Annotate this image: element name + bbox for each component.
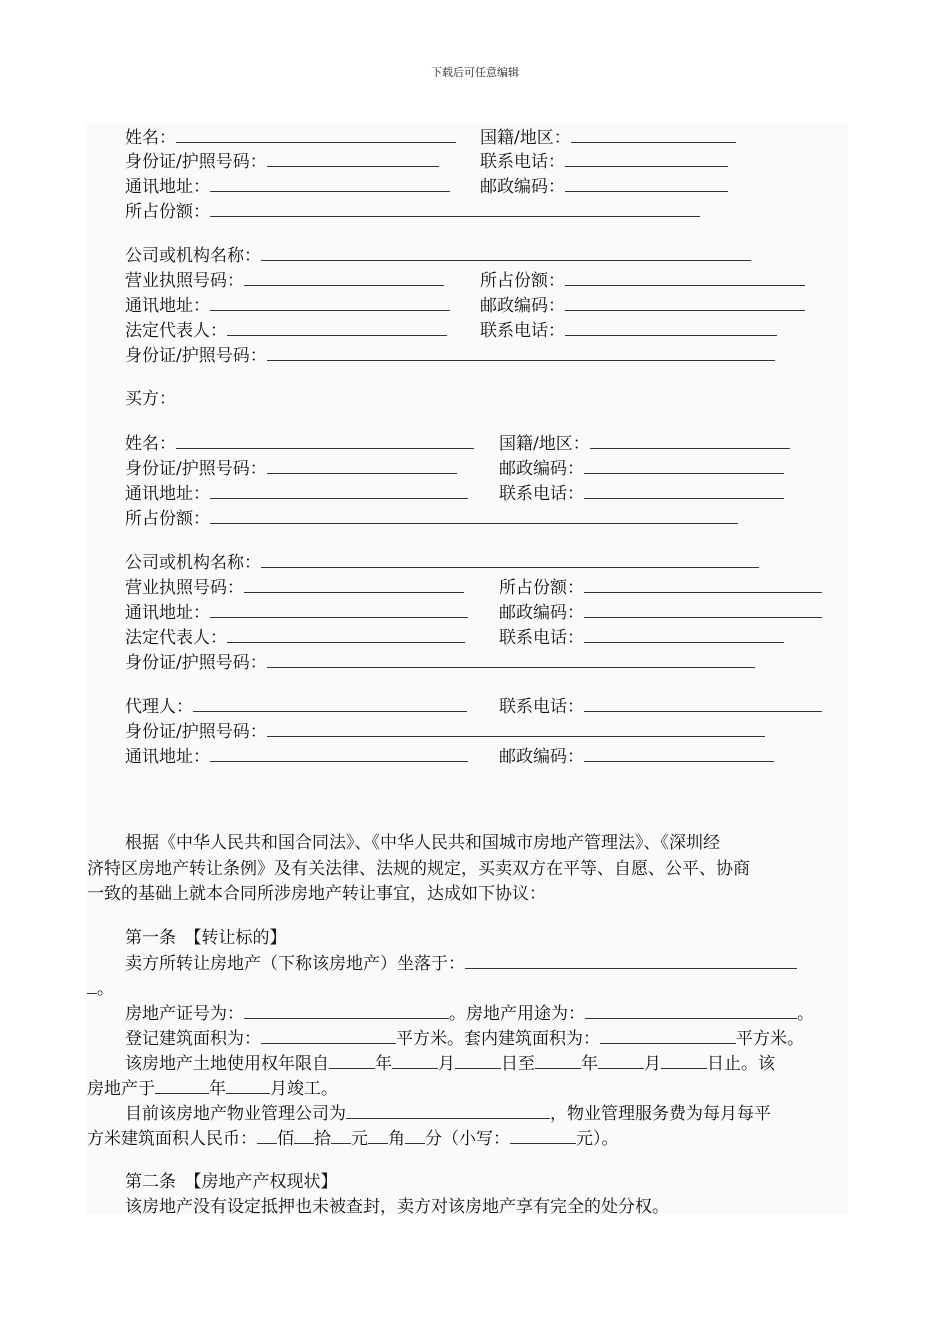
field-label: 身份证/护照号码：	[125, 152, 267, 172]
blank-line	[368, 1126, 388, 1144]
field-label: 代理人：	[125, 697, 193, 717]
text: 元	[351, 1129, 368, 1149]
blank-line	[244, 1001, 449, 1019]
blank-line	[565, 293, 805, 311]
field-label: 身份证/护照号码：	[125, 653, 267, 673]
field-label: 国籍/地区：	[499, 434, 590, 454]
blank-line	[565, 149, 728, 167]
buyer-name-row	[125, 431, 474, 456]
blank-line	[176, 125, 456, 143]
text: 角	[388, 1129, 405, 1149]
field-label: 邮政编码：	[480, 177, 565, 197]
field-label: 邮政编码：	[499, 459, 584, 479]
blank-line	[294, 1126, 314, 1144]
field-label: 身份证/护照号码：	[125, 346, 267, 366]
field-label: 通讯地址：	[125, 296, 210, 316]
field-label: 邮政编码：	[499, 747, 584, 767]
blank-line	[590, 431, 790, 449]
text: 目前该房地产物业管理公司为	[125, 1104, 346, 1124]
text: 。	[97, 979, 114, 999]
blank-line	[261, 1026, 396, 1044]
blank-line	[210, 174, 450, 192]
blank-line	[210, 293, 450, 311]
article1-location-row	[125, 951, 797, 976]
blank-line	[331, 1126, 351, 1144]
article2-title: 第二条 【房地产产权现状】	[125, 1172, 338, 1192]
agent-phone-row	[499, 694, 822, 719]
blank-line	[193, 694, 467, 712]
article2-text: 该房地产没有设定抵押也未被查封，卖方对该房地产享有完全的处分权。	[125, 1197, 669, 1217]
field-label: 通讯地址：	[125, 177, 210, 197]
article1-area-row	[125, 1026, 804, 1051]
article1-fee-row	[87, 1126, 619, 1151]
intro-line-3: 一致的基础上就本合同所涉房地产转让事宜，达成如下协议：	[87, 884, 546, 904]
seller-phone-row	[480, 149, 728, 174]
text: 年	[581, 1054, 598, 1074]
text: 平方米。套内建筑面积为：	[396, 1029, 600, 1049]
text: 月	[644, 1054, 661, 1074]
blank-line	[226, 1076, 270, 1094]
field-label: 邮政编码：	[499, 603, 584, 623]
field-label: 联系电话：	[480, 321, 565, 341]
article1-term-row	[125, 1051, 775, 1076]
seller-company-share-row	[480, 268, 805, 293]
blank-line	[585, 1001, 797, 1019]
blank-line	[267, 650, 755, 668]
blank-line	[584, 456, 784, 474]
field-label: 身份证/护照号码：	[125, 459, 267, 479]
blank-line	[661, 1051, 707, 1069]
field-label: 公司或机构名称：	[125, 246, 261, 266]
field-label: 通讯地址：	[125, 747, 210, 767]
seller-rep-row	[125, 318, 447, 343]
article1-built-row	[87, 1076, 338, 1101]
buyer-nationality-row	[499, 431, 790, 456]
blank-line	[267, 719, 765, 737]
blank-line	[510, 1126, 576, 1144]
field-label: 通讯地址：	[125, 484, 210, 504]
blank-line	[257, 1126, 277, 1144]
blank-line	[346, 1101, 550, 1119]
field-label: 姓名：	[125, 434, 176, 454]
field-label: 法定代表人：	[125, 321, 227, 341]
blank-line	[584, 625, 784, 643]
seller-address-row	[125, 174, 450, 199]
page-header: 下载后可任意编辑	[431, 66, 519, 79]
blank-line	[565, 174, 728, 192]
blank-line	[210, 744, 468, 762]
seller-postcode-row	[480, 174, 728, 199]
buyer-postcode-row	[499, 456, 784, 481]
field-label: 联系电话：	[499, 484, 584, 504]
blank-line	[455, 1051, 501, 1069]
buyer-phone-row	[499, 481, 784, 506]
text: 平方米。	[736, 1029, 804, 1049]
blank-line	[261, 550, 759, 568]
blank-line	[267, 343, 775, 361]
blank-line	[565, 318, 777, 336]
field-label: 公司或机构名称：	[125, 553, 261, 573]
blank-line	[329, 1051, 375, 1069]
buyer-company-name-row	[125, 550, 759, 575]
article1-cert-row	[125, 1001, 814, 1026]
seller-nationality-row	[480, 125, 736, 150]
agent-address-row	[125, 744, 468, 769]
seller-company-postcode-row	[480, 293, 805, 318]
blank-line	[598, 1051, 644, 1069]
agent-name-row	[125, 694, 467, 719]
field-label: 所占份额：	[125, 202, 210, 222]
blank-line	[535, 1051, 581, 1069]
text: 登记建筑面积为：	[125, 1029, 261, 1049]
text: 拾	[314, 1129, 331, 1149]
text: 该房地产土地使用权年限自	[125, 1054, 329, 1074]
text: ，物业管理服务费为每月每平	[550, 1104, 771, 1124]
field-label: 所占份额：	[125, 509, 210, 529]
blank-line	[465, 951, 797, 969]
text: 佰	[277, 1129, 294, 1149]
article1-mgmt-row	[125, 1101, 771, 1126]
buyer-company-address-row	[125, 600, 468, 625]
blank-line	[210, 506, 738, 524]
buyer-company-id-row	[125, 650, 755, 675]
agent-postcode-row	[499, 744, 774, 769]
text: 方米建筑面积人民币：	[87, 1129, 257, 1149]
blank-line	[584, 575, 822, 593]
blank-line	[210, 199, 700, 217]
seller-name-row	[125, 125, 456, 150]
text: 年	[375, 1054, 392, 1074]
blank-line	[210, 481, 468, 499]
agent-id-row	[125, 719, 765, 744]
text: 月	[438, 1054, 455, 1074]
field-label: 营业执照号码：	[125, 271, 244, 291]
seller-company-phone-row	[480, 318, 777, 343]
seller-company-name-row	[125, 243, 751, 268]
blank-line	[210, 600, 468, 618]
buyer-id-row	[125, 456, 457, 481]
blank-line	[244, 575, 464, 593]
intro-line-2: 济特区房地产转让条例》及有关法律、法规的规定，买卖双方在平等、自愿、公平、协商	[87, 859, 750, 879]
blank-line	[584, 600, 822, 618]
text: 卖方所转让房地产（下称该房地产）坐落于：	[125, 954, 465, 974]
text: 分（小写：	[425, 1129, 510, 1149]
seller-share-row	[125, 199, 700, 224]
seller-company-address-row	[125, 293, 450, 318]
field-label: 所占份额：	[480, 271, 565, 291]
field-label: 联系电话：	[499, 697, 584, 717]
seller-id-row	[125, 149, 439, 174]
text: 元）。	[576, 1129, 619, 1149]
article1-title: 第一条 【转让标的】	[125, 928, 287, 948]
blank-line	[267, 149, 439, 167]
buyer-heading: 买方：	[125, 389, 176, 409]
text: 。房地产用途为：	[449, 1004, 585, 1024]
blank-line	[584, 744, 774, 762]
blank-line	[261, 243, 751, 261]
field-label: 邮政编码：	[480, 296, 565, 316]
buyer-company-postcode-row	[499, 600, 822, 625]
field-label: 联系电话：	[480, 152, 565, 172]
buyer-company-phone-row	[499, 625, 784, 650]
field-label: 所占份额：	[499, 578, 584, 598]
buyer-company-share-row	[499, 575, 822, 600]
text: 年	[209, 1079, 226, 1099]
blank-line	[565, 268, 805, 286]
seller-company-id-row	[125, 343, 775, 368]
article1-location-end	[87, 976, 114, 1001]
blank-line	[244, 268, 444, 286]
buyer-share-row	[125, 506, 738, 531]
blank-line	[584, 694, 822, 712]
text: 日至	[501, 1054, 535, 1074]
text: 。	[797, 1004, 814, 1024]
blank-line	[584, 481, 784, 499]
text: 房地产证号为：	[125, 1004, 244, 1024]
blank-line	[176, 431, 474, 449]
blank-line	[227, 625, 465, 643]
buyer-address-row	[125, 481, 468, 506]
buyer-license-row	[125, 575, 464, 600]
field-label: 联系电话：	[499, 628, 584, 648]
field-label: 通讯地址：	[125, 603, 210, 623]
field-label: 姓名：	[125, 128, 176, 148]
buyer-rep-row	[125, 625, 465, 650]
field-label: 营业执照号码：	[125, 578, 244, 598]
field-label: 国籍/地区：	[480, 128, 571, 148]
text: 月竣工。	[270, 1079, 338, 1099]
blank-line	[571, 125, 736, 143]
blank-line	[227, 318, 447, 336]
blank-line	[87, 976, 97, 994]
seller-license-row	[125, 268, 444, 293]
blank-line	[392, 1051, 438, 1069]
text: 房地产于	[87, 1079, 155, 1099]
intro-line-1: 根据《中华人民共和国合同法》、《中华人民共和国城市房地产管理法》、《深圳经	[125, 833, 720, 853]
blank-line	[600, 1026, 736, 1044]
field-label: 身份证/护照号码：	[125, 722, 267, 742]
text: 日止。该	[707, 1054, 775, 1074]
blank-line	[155, 1076, 209, 1094]
field-label: 法定代表人：	[125, 628, 227, 648]
blank-line	[405, 1126, 425, 1144]
blank-line	[267, 456, 457, 474]
